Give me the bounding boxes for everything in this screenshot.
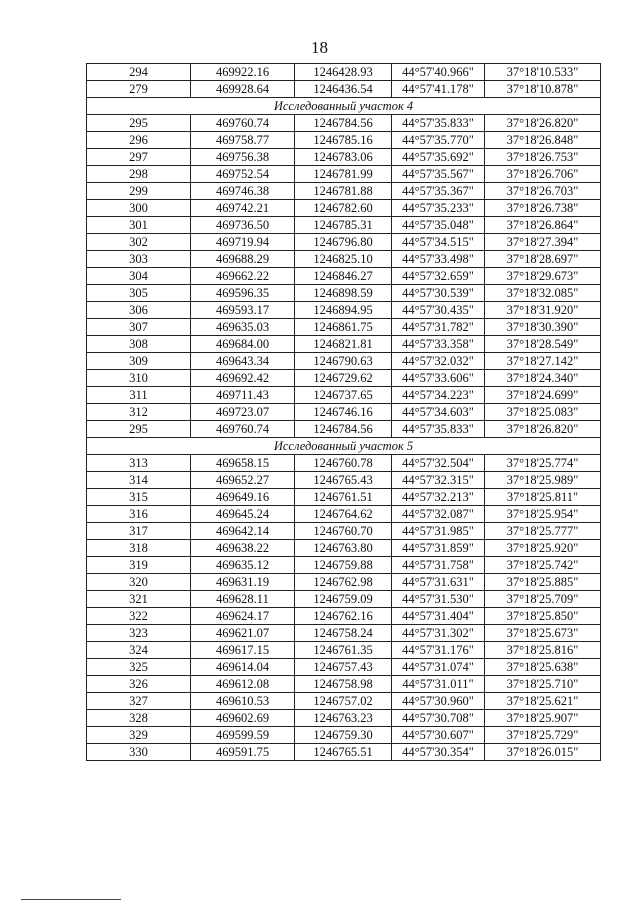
latitude-cell: 44°57'31.530": [392, 591, 485, 608]
table-row: [87, 506, 601, 523]
y-coordinate-cell: 1246436.54: [295, 81, 392, 98]
table-row: [87, 64, 601, 81]
x-coordinate-cell: 469752.54: [191, 166, 295, 183]
point-number-cell: 309: [87, 353, 191, 370]
point-number-cell: 301: [87, 217, 191, 234]
table-row: [87, 268, 601, 285]
table-row: [87, 217, 601, 234]
latitude-cell: 44°57'32.032": [392, 353, 485, 370]
latitude-cell: 44°57'30.435": [392, 302, 485, 319]
x-coordinate-cell: 469624.17: [191, 608, 295, 625]
table-row: [87, 523, 601, 540]
latitude-cell: 44°57'35.233": [392, 200, 485, 217]
latitude-cell: 44°57'35.692": [392, 149, 485, 166]
y-coordinate-cell: 1246790.63: [295, 353, 392, 370]
y-coordinate-cell: 1246846.27: [295, 268, 392, 285]
point-number-cell: 315: [87, 489, 191, 506]
point-number-cell: 294: [87, 64, 191, 81]
table-row: [87, 557, 601, 574]
y-coordinate-cell: 1246758.24: [295, 625, 392, 642]
x-coordinate-cell: 469684.00: [191, 336, 295, 353]
y-coordinate-cell: 1246763.23: [295, 710, 392, 727]
latitude-cell: 44°57'32.504": [392, 455, 485, 472]
x-coordinate-cell: 469643.34: [191, 353, 295, 370]
table-row: [87, 132, 601, 149]
y-coordinate-cell: 1246758.98: [295, 676, 392, 693]
table-row: [87, 455, 601, 472]
table-row: [87, 591, 601, 608]
longitude-cell: 37°18'28.697": [485, 251, 601, 268]
table-row: [87, 676, 601, 693]
point-number-cell: 316: [87, 506, 191, 523]
y-coordinate-cell: 1246764.62: [295, 506, 392, 523]
point-number-cell: 305: [87, 285, 191, 302]
point-number-cell: 319: [87, 557, 191, 574]
x-coordinate-cell: 469617.15: [191, 642, 295, 659]
x-coordinate-cell: 469645.24: [191, 506, 295, 523]
longitude-cell: 37°18'25.673": [485, 625, 601, 642]
y-coordinate-cell: 1246894.95: [295, 302, 392, 319]
point-number-cell: 302: [87, 234, 191, 251]
y-coordinate-cell: 1246825.10: [295, 251, 392, 268]
table-row: [87, 744, 601, 761]
section-header-row: [87, 98, 601, 115]
point-number-cell: 295: [87, 421, 191, 438]
longitude-cell: 37°18'26.820": [485, 421, 601, 438]
point-number-cell: 306: [87, 302, 191, 319]
x-coordinate-cell: 469688.29: [191, 251, 295, 268]
latitude-cell: 44°57'30.708": [392, 710, 485, 727]
y-coordinate-cell: 1246759.09: [295, 591, 392, 608]
longitude-cell: 37°18'25.885": [485, 574, 601, 591]
x-coordinate-cell: 469649.16: [191, 489, 295, 506]
latitude-cell: 44°57'31.074": [392, 659, 485, 676]
coordinates-table: [86, 63, 601, 761]
x-coordinate-cell: 469635.12: [191, 557, 295, 574]
footnote-rule: [21, 899, 121, 900]
x-coordinate-cell: 469711.43: [191, 387, 295, 404]
point-number-cell: 307: [87, 319, 191, 336]
latitude-cell: 44°57'31.758": [392, 557, 485, 574]
point-number-cell: 330: [87, 744, 191, 761]
table-row: [87, 285, 601, 302]
longitude-cell: 37°18'25.777": [485, 523, 601, 540]
table-row: [87, 336, 601, 353]
y-coordinate-cell: 1246781.88: [295, 183, 392, 200]
longitude-cell: 37°18'28.549": [485, 336, 601, 353]
longitude-cell: 37°18'25.954": [485, 506, 601, 523]
table-row: [87, 302, 601, 319]
y-coordinate-cell: 1246785.16: [295, 132, 392, 149]
table-row: [87, 693, 601, 710]
longitude-cell: 37°18'10.878": [485, 81, 601, 98]
longitude-cell: 37°18'29.673": [485, 268, 601, 285]
x-coordinate-cell: 469638.22: [191, 540, 295, 557]
x-coordinate-cell: 469652.27: [191, 472, 295, 489]
longitude-cell: 37°18'24.699": [485, 387, 601, 404]
point-number-cell: 310: [87, 370, 191, 387]
y-coordinate-cell: 1246737.65: [295, 387, 392, 404]
longitude-cell: 37°18'26.706": [485, 166, 601, 183]
point-number-cell: 299: [87, 183, 191, 200]
page-number: 18: [311, 38, 328, 57]
coordinates-table-body: [87, 64, 601, 761]
latitude-cell: 44°57'33.358": [392, 336, 485, 353]
longitude-cell: 37°18'26.738": [485, 200, 601, 217]
point-number-cell: 311: [87, 387, 191, 404]
table-row: [87, 353, 601, 370]
longitude-cell: 37°18'25.742": [485, 557, 601, 574]
y-coordinate-cell: 1246782.60: [295, 200, 392, 217]
longitude-cell: 37°18'25.811": [485, 489, 601, 506]
latitude-cell: 44°57'35.833": [392, 115, 485, 132]
longitude-cell: 37°18'26.753": [485, 149, 601, 166]
latitude-cell: 44°57'30.539": [392, 285, 485, 302]
table-row: [87, 472, 601, 489]
y-coordinate-cell: 1246763.80: [295, 540, 392, 557]
point-number-cell: 326: [87, 676, 191, 693]
table-row: [87, 234, 601, 251]
longitude-cell: 37°18'27.394": [485, 234, 601, 251]
table-row: [87, 608, 601, 625]
latitude-cell: 44°57'31.631": [392, 574, 485, 591]
x-coordinate-cell: 469760.74: [191, 421, 295, 438]
x-coordinate-cell: 469612.08: [191, 676, 295, 693]
point-number-cell: 313: [87, 455, 191, 472]
section-header-row: [87, 438, 601, 455]
y-coordinate-cell: 1246761.35: [295, 642, 392, 659]
x-coordinate-cell: 469760.74: [191, 115, 295, 132]
x-coordinate-cell: 469756.38: [191, 149, 295, 166]
x-coordinate-cell: 469692.42: [191, 370, 295, 387]
latitude-cell: 44°57'35.048": [392, 217, 485, 234]
latitude-cell: 44°57'31.011": [392, 676, 485, 693]
longitude-cell: 37°18'25.850": [485, 608, 601, 625]
longitude-cell: 37°18'25.729": [485, 727, 601, 744]
table-row: [87, 489, 601, 506]
longitude-cell: 37°18'26.864": [485, 217, 601, 234]
latitude-cell: 44°57'33.606": [392, 370, 485, 387]
point-number-cell: 312: [87, 404, 191, 421]
point-number-cell: 325: [87, 659, 191, 676]
y-coordinate-cell: 1246759.88: [295, 557, 392, 574]
longitude-cell: 37°18'25.083": [485, 404, 601, 421]
point-number-cell: 295: [87, 115, 191, 132]
table-row: [87, 625, 601, 642]
latitude-cell: 44°57'40.966": [392, 64, 485, 81]
y-coordinate-cell: 1246759.30: [295, 727, 392, 744]
latitude-cell: 44°57'31.782": [392, 319, 485, 336]
y-coordinate-cell: 1246762.98: [295, 574, 392, 591]
latitude-cell: 44°57'32.315": [392, 472, 485, 489]
x-coordinate-cell: 469758.77: [191, 132, 295, 149]
table-row: [87, 183, 601, 200]
x-coordinate-cell: 469723.07: [191, 404, 295, 421]
x-coordinate-cell: 469719.94: [191, 234, 295, 251]
longitude-cell: 37°18'25.621": [485, 693, 601, 710]
point-number-cell: 304: [87, 268, 191, 285]
x-coordinate-cell: 469596.35: [191, 285, 295, 302]
point-number-cell: 329: [87, 727, 191, 744]
section-title: Исследованный участок 5: [87, 438, 601, 455]
longitude-cell: 37°18'24.340": [485, 370, 601, 387]
y-coordinate-cell: 1246781.99: [295, 166, 392, 183]
latitude-cell: 44°57'32.213": [392, 489, 485, 506]
table-row: [87, 404, 601, 421]
section-title: Исследованный участок 4: [87, 98, 601, 115]
table-row: [87, 166, 601, 183]
x-coordinate-cell: 469591.75: [191, 744, 295, 761]
y-coordinate-cell: 1246746.16: [295, 404, 392, 421]
table-row: [87, 319, 601, 336]
latitude-cell: 44°57'34.223": [392, 387, 485, 404]
x-coordinate-cell: 469602.69: [191, 710, 295, 727]
latitude-cell: 44°57'32.659": [392, 268, 485, 285]
latitude-cell: 44°57'35.367": [392, 183, 485, 200]
latitude-cell: 44°57'31.176": [392, 642, 485, 659]
latitude-cell: 44°57'31.302": [392, 625, 485, 642]
table-row: [87, 642, 601, 659]
point-number-cell: 324: [87, 642, 191, 659]
latitude-cell: 44°57'31.404": [392, 608, 485, 625]
y-coordinate-cell: 1246861.75: [295, 319, 392, 336]
x-coordinate-cell: 469614.04: [191, 659, 295, 676]
point-number-cell: 296: [87, 132, 191, 149]
y-coordinate-cell: 1246760.70: [295, 523, 392, 540]
longitude-cell: 37°18'32.085": [485, 285, 601, 302]
table-row: [87, 710, 601, 727]
y-coordinate-cell: 1246729.62: [295, 370, 392, 387]
y-coordinate-cell: 1246757.43: [295, 659, 392, 676]
point-number-cell: 308: [87, 336, 191, 353]
x-coordinate-cell: 469922.16: [191, 64, 295, 81]
x-coordinate-cell: 469610.53: [191, 693, 295, 710]
longitude-cell: 37°18'26.015": [485, 744, 601, 761]
y-coordinate-cell: 1246796.80: [295, 234, 392, 251]
x-coordinate-cell: 469593.17: [191, 302, 295, 319]
latitude-cell: 44°57'34.515": [392, 234, 485, 251]
longitude-cell: 37°18'27.142": [485, 353, 601, 370]
table-row: [87, 81, 601, 98]
y-coordinate-cell: 1246765.51: [295, 744, 392, 761]
table-row: [87, 251, 601, 268]
longitude-cell: 37°18'26.820": [485, 115, 601, 132]
longitude-cell: 37°18'31.920": [485, 302, 601, 319]
point-number-cell: 314: [87, 472, 191, 489]
longitude-cell: 37°18'25.989": [485, 472, 601, 489]
x-coordinate-cell: 469642.14: [191, 523, 295, 540]
y-coordinate-cell: 1246785.31: [295, 217, 392, 234]
longitude-cell: 37°18'25.638": [485, 659, 601, 676]
y-coordinate-cell: 1246765.43: [295, 472, 392, 489]
table-row: [87, 370, 601, 387]
latitude-cell: 44°57'35.770": [392, 132, 485, 149]
point-number-cell: 318: [87, 540, 191, 557]
longitude-cell: 37°18'30.390": [485, 319, 601, 336]
table-row: [87, 574, 601, 591]
latitude-cell: 44°57'31.859": [392, 540, 485, 557]
longitude-cell: 37°18'10.533": [485, 64, 601, 81]
point-number-cell: 322: [87, 608, 191, 625]
latitude-cell: 44°57'30.354": [392, 744, 485, 761]
latitude-cell: 44°57'35.833": [392, 421, 485, 438]
point-number-cell: 300: [87, 200, 191, 217]
y-coordinate-cell: 1246783.06: [295, 149, 392, 166]
latitude-cell: 44°57'41.178": [392, 81, 485, 98]
longitude-cell: 37°18'25.920": [485, 540, 601, 557]
point-number-cell: 327: [87, 693, 191, 710]
point-number-cell: 303: [87, 251, 191, 268]
y-coordinate-cell: 1246762.16: [295, 608, 392, 625]
y-coordinate-cell: 1246821.81: [295, 336, 392, 353]
x-coordinate-cell: 469736.50: [191, 217, 295, 234]
table-row: [87, 659, 601, 676]
point-number-cell: 297: [87, 149, 191, 166]
longitude-cell: 37°18'26.703": [485, 183, 601, 200]
longitude-cell: 37°18'25.816": [485, 642, 601, 659]
x-coordinate-cell: 469742.21: [191, 200, 295, 217]
latitude-cell: 44°57'31.985": [392, 523, 485, 540]
table-row: [87, 727, 601, 744]
y-coordinate-cell: 1246898.59: [295, 285, 392, 302]
longitude-cell: 37°18'25.907": [485, 710, 601, 727]
y-coordinate-cell: 1246757.02: [295, 693, 392, 710]
y-coordinate-cell: 1246760.78: [295, 455, 392, 472]
y-coordinate-cell: 1246784.56: [295, 421, 392, 438]
latitude-cell: 44°57'30.960": [392, 693, 485, 710]
longitude-cell: 37°18'26.848": [485, 132, 601, 149]
longitude-cell: 37°18'25.709": [485, 591, 601, 608]
latitude-cell: 44°57'32.087": [392, 506, 485, 523]
x-coordinate-cell: 469662.22: [191, 268, 295, 285]
point-number-cell: 320: [87, 574, 191, 591]
x-coordinate-cell: 469631.19: [191, 574, 295, 591]
table-row: [87, 115, 601, 132]
x-coordinate-cell: 469599.59: [191, 727, 295, 744]
table-row: [87, 149, 601, 166]
point-number-cell: 323: [87, 625, 191, 642]
x-coordinate-cell: 469658.15: [191, 455, 295, 472]
longitude-cell: 37°18'25.710": [485, 676, 601, 693]
y-coordinate-cell: 1246761.51: [295, 489, 392, 506]
latitude-cell: 44°57'30.607": [392, 727, 485, 744]
latitude-cell: 44°57'33.498": [392, 251, 485, 268]
table-row: [87, 421, 601, 438]
point-number-cell: 321: [87, 591, 191, 608]
point-number-cell: 317: [87, 523, 191, 540]
point-number-cell: 328: [87, 710, 191, 727]
y-coordinate-cell: 1246428.93: [295, 64, 392, 81]
x-coordinate-cell: 469628.11: [191, 591, 295, 608]
table-row: [87, 540, 601, 557]
x-coordinate-cell: 469635.03: [191, 319, 295, 336]
point-number-cell: 298: [87, 166, 191, 183]
table-row: [87, 200, 601, 217]
x-coordinate-cell: 469746.38: [191, 183, 295, 200]
x-coordinate-cell: 469621.07: [191, 625, 295, 642]
latitude-cell: 44°57'35.567": [392, 166, 485, 183]
point-number-cell: 279: [87, 81, 191, 98]
table-row: [87, 387, 601, 404]
longitude-cell: 37°18'25.774": [485, 455, 601, 472]
latitude-cell: 44°57'34.603": [392, 404, 485, 421]
y-coordinate-cell: 1246784.56: [295, 115, 392, 132]
x-coordinate-cell: 469928.64: [191, 81, 295, 98]
